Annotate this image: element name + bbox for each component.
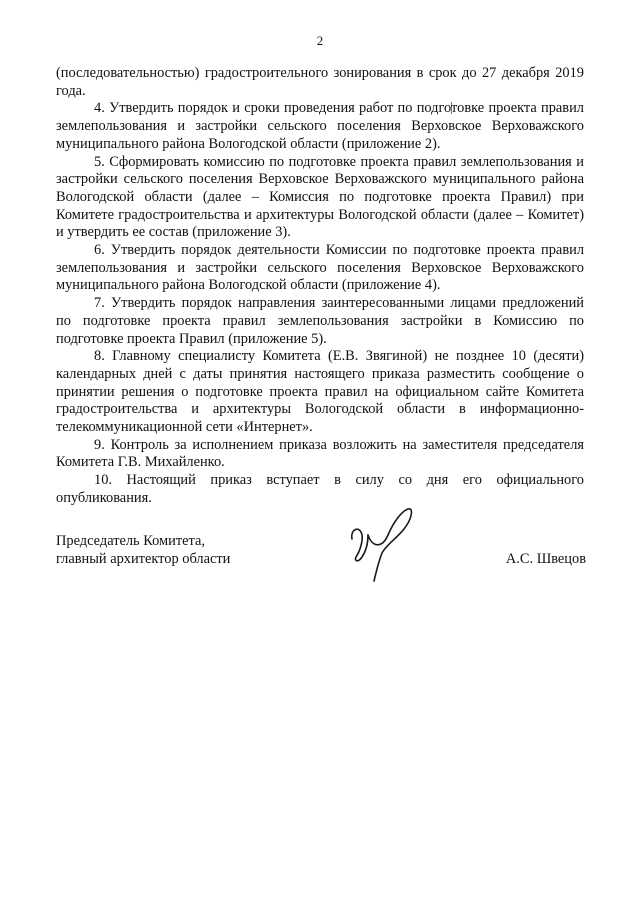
signature-block: [56, 533, 586, 593]
signer-title-line-2: главный архитектор области: [56, 550, 231, 567]
paragraph-item-6: 6. Утвердить порядок деятельности Комиссии по подготовке проекта правил землепользования и застройки сельского поселения Верховское Верховажского муниципального района Вологодской области (приложение 4).: [56, 242, 584, 294]
signer-title: [56, 533, 230, 568]
document-body: [56, 65, 584, 508]
paragraph-item-5: 5. Сформировать комиссию по подготовке проекта правил землепользования и застройки сельского поселения Верховское Верховажского муниципального района Вологодской области (далее – Комиссия по подготовке проекта Правил) при Комитете градостроительства и архитектуры Вологодской области (далее – Комитет) и утвердить ее состав (приложение 3).: [56, 153, 584, 241]
paragraph-continuation: (последовательностью) градостроительного зонирования в срок до 27 декабря 2019 года.: [56, 65, 584, 99]
handwritten-signature: [346, 505, 416, 583]
paragraph-item-4: 4. Утвердить порядок и сроки проведения работ по подготовке проекта правил землепользования и застройки сельского поселения Верховское Верховажского муниципального района Вологодской области (приложение 2).: [56, 100, 584, 152]
paragraph-item-10: 10. Настоящий приказ вступает в силу со дня его официального опубликования.: [56, 472, 584, 506]
paragraph-item-8: 8. Главному специалисту Комитета (Е.В. Звягиной) не позднее 10 (десяти) календарных дней с даты принятия настоящего приказа разместить сообщение о принятии решения о подготовке проекта правил на официальном сайте Комитета градостроительства и архитектуры Вологодской области в информационно-телекоммуникационной сети «Интернет».: [56, 348, 584, 436]
paragraph-item-9: 9. Контроль за исполнением приказа возложить на заместителя председателя Комитета Г.В. Михайленко.: [56, 436, 584, 471]
signer-name: А.С. Швецов: [505, 551, 586, 567]
signer-title-line-1: Председатель Комитета,: [56, 533, 205, 549]
paragraph-item-7: 7. Утвердить порядок направления заинтересованными лицами предложений по подготовке проекта правил землепользования застройки в Комиссию по подготовке проекта Правил (приложение 5).: [56, 295, 584, 347]
page-number: 2: [316, 33, 324, 48]
